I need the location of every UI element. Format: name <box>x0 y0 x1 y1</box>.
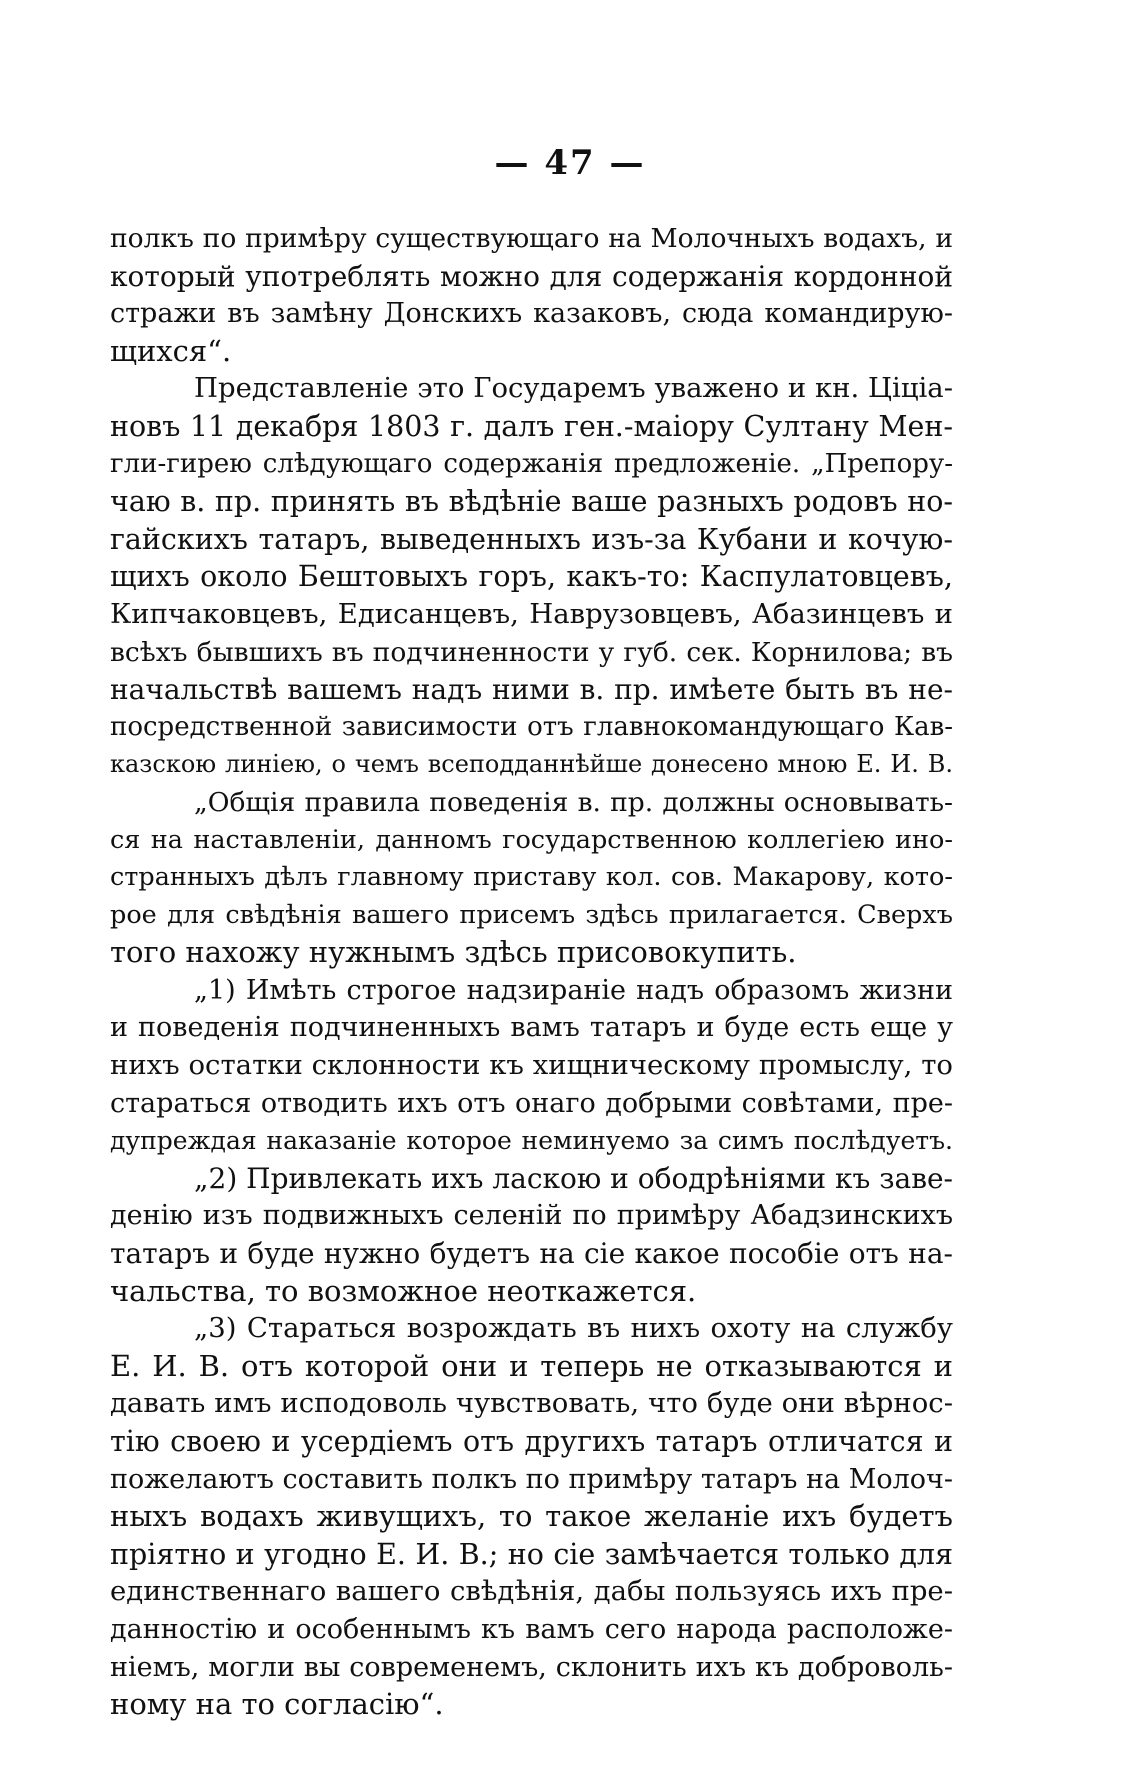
text-line: данностію и особеннымъ къ вамъ сего народа расположе- <box>110 1613 953 1645</box>
text-line: ныхъ водахъ живущихъ, то такое желаніе ихъ будетъ <box>110 1499 953 1534</box>
text-line: рое для свѣдѣнія вашего присемъ здѣсь прилагается. Сверхъ <box>110 899 953 930</box>
text-line: чаю в. пр. принять въ вѣдѣніе ваше разныхъ родовъ но- <box>110 485 953 519</box>
text-line: пожелаютъ составить полкъ по примѣру татаръ на Молоч- <box>110 1463 953 1495</box>
text-line: тію своею и усердіемъ отъ другихъ татаръ отличатся и <box>110 1425 953 1458</box>
text-line: ніемъ, могли вы современемъ, склонить ихъ къ доброволь- <box>110 1651 953 1683</box>
paragraph-first-line: „3) Стараться возрождать въ нихъ охоту на службу <box>194 1312 953 1345</box>
text-line: ному на то согласію“. <box>110 1687 444 1722</box>
text-line: всѣхъ бывшихъ въ подчиненности у губ. сек. Корнилова; въ <box>110 636 953 668</box>
text-line: начальствѣ вашемъ надъ ними в. пр. имѣете быть въ не- <box>110 673 953 707</box>
text-line: пріятно и угодно Е. И. В.; но сіе замѣчается только для <box>110 1537 953 1571</box>
text-line: татаръ и буде нужно будетъ на сіе какое пособіе отъ на- <box>110 1237 953 1271</box>
body-text <box>110 220 953 1724</box>
text-line: новъ 11 декабря 1803 г. далъ ген.-маіору Султану Мен- <box>110 409 953 443</box>
text-line: ся на наставленіи, данномъ государственною коллегіею ино- <box>110 824 953 855</box>
text-line: стражи въ замѣну Донскихъ казаковъ, сюда командирую- <box>110 298 953 330</box>
text-line: странныхъ дѣлъ главному приставу кол. сов. Макарову, кото- <box>110 862 953 893</box>
text-line: гайскихъ татаръ, выведенныхъ изъ-за Кубани и кочую- <box>110 522 953 556</box>
text-line: дупреждая наказаніе которое неминуемо за симъ послѣдуетъ. <box>110 1126 953 1156</box>
text-line: щихъ около Бештовыхъ горъ, какъ-то: Каспулатовцевъ, <box>110 560 953 594</box>
text-line: гли-гирею слѣдующаго содержанія предложеніе. „Препору- <box>110 448 953 479</box>
text-line: давать имъ исподоволь чувствовать, что буде они вѣрнос- <box>110 1387 953 1420</box>
text-line: который употреблять можно для содержанія кордонной <box>110 259 953 293</box>
text-line: казскою линіею, о чемъ всеподданнѣйше донесено мною Е. И. В. <box>110 750 953 779</box>
text-line: Кипчаковцевъ, Едисанцевъ, Наврузовцевъ, Абазинцевъ и <box>110 597 953 630</box>
text-line: единственнаго вашего свѣдѣнія, дабы пользуясь ихъ пре- <box>110 1575 953 1608</box>
text-line: того нахожу нужнымъ здѣсь присовокупить. <box>110 935 797 970</box>
paragraph-first-line: Представленіе это Государемъ уважено и кн. Ціціа- <box>194 372 953 405</box>
page-number: — 47 — <box>494 143 646 183</box>
text-line: Е. И. В. отъ которой они и теперь не отказываются и <box>110 1348 953 1383</box>
paragraph-first-line: „2) Привлекать ихъ ласкою и ободрѣніями къ заве- <box>194 1161 953 1195</box>
paragraph-first-line: „1) Имѣть строгое надзираніе надъ образомъ жизни <box>194 974 953 1006</box>
text-line: стараться отводить ихъ отъ онаго добрыми совѣтами, пре- <box>110 1087 953 1119</box>
paragraph-first-line: „Общія правила поведенія в. пр. должны основывать- <box>194 786 953 818</box>
text-line: и поведенія подчиненныхъ вамъ татаръ и буде есть еще у <box>110 1012 953 1044</box>
text-line: нихъ остатки склонности къ хищническому промыслу, то <box>110 1049 953 1082</box>
text-line: посредственной зависимости отъ главнокомандующаго Кав- <box>110 711 953 742</box>
text-line: полкъ по примѣру существующаго на Молочныхъ водахъ, и <box>110 223 953 254</box>
text-line: чальства, то возможное неоткажется. <box>110 1273 697 1308</box>
text-line: щихся“. <box>110 333 232 368</box>
text-line: денію изъ подвижныхъ селеній по примѣру Абадзинскихъ <box>110 1200 953 1232</box>
